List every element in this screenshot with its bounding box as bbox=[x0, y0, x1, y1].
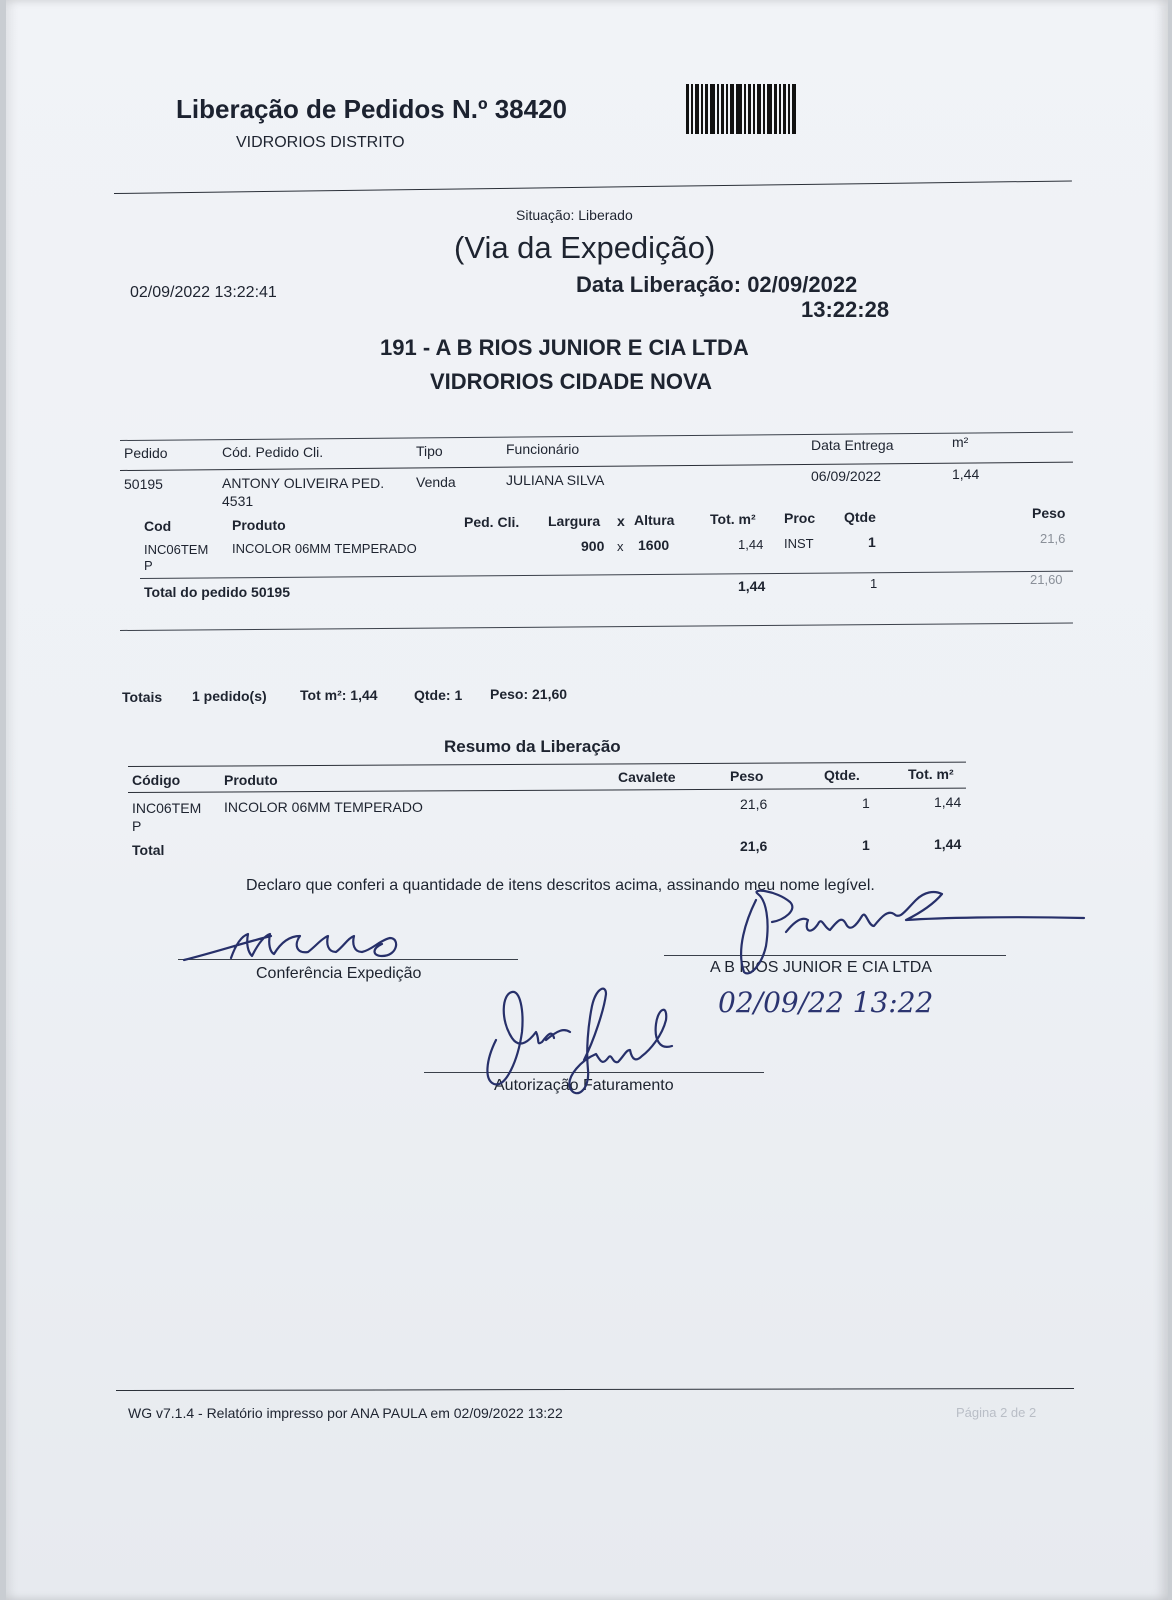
item-header-peso: Peso bbox=[1032, 505, 1066, 521]
totals-orders: 1 pedido(s) bbox=[192, 688, 267, 704]
order-delivery-date: 06/09/2022 bbox=[811, 468, 882, 484]
summary-header-tot-m2: Tot. m² bbox=[908, 766, 954, 782]
document-sheet bbox=[6, 0, 1168, 1600]
client-name: 191 - A B RIOS JUNIOR E CIA LTDA bbox=[380, 335, 749, 360]
order-m2: 1,44 bbox=[952, 466, 980, 482]
handwritten-date-time: 02/09/22 13:22 bbox=[718, 986, 934, 1019]
item-total-rule bbox=[140, 571, 1073, 579]
order-type: Venda bbox=[416, 474, 456, 490]
document-title: Liberação de Pedidos N.º 38420 bbox=[176, 94, 567, 124]
item-code-cont: P bbox=[144, 558, 153, 573]
order-employee: JULIANA SILVA bbox=[506, 472, 605, 488]
summary-code-cont: P bbox=[132, 818, 142, 834]
signature-company-drawing bbox=[706, 880, 1086, 980]
item-x: x bbox=[617, 539, 624, 554]
col-header-data-entrega: Data Entrega bbox=[811, 437, 894, 453]
item-header-ped-cli: Ped. Cli. bbox=[464, 514, 520, 530]
item-qty: 1 bbox=[868, 534, 876, 550]
release-date: 02/09/2022 bbox=[747, 272, 858, 297]
order-total-m2: 1,44 bbox=[738, 578, 766, 594]
col-header-funcionario: Funcionário bbox=[506, 441, 580, 457]
summary-header-peso: Peso bbox=[730, 768, 764, 784]
col-header-tipo: Tipo bbox=[416, 443, 443, 459]
totals-weight: Peso: 21,60 bbox=[490, 686, 568, 702]
summary-qty: 1 bbox=[862, 795, 870, 811]
order-table-top-rule bbox=[120, 432, 1073, 441]
summary-total-qty: 1 bbox=[862, 837, 870, 853]
order-client-code-cont: 4531 bbox=[222, 493, 254, 509]
issuer-name: VIDRORIOS DISTRITO bbox=[236, 134, 405, 151]
item-header-proc: Proc bbox=[784, 510, 816, 526]
summary-header-rule bbox=[128, 788, 966, 793]
col-header-cod-pedido-cli: Cód. Pedido Cli. bbox=[222, 444, 324, 460]
summary-header-codigo: Código bbox=[132, 772, 181, 788]
barcode bbox=[686, 84, 854, 134]
footer-page-number: Página 2 de 2 bbox=[956, 1405, 1037, 1420]
release-label: Data Liberação: bbox=[576, 272, 742, 297]
summary-total-label: Total bbox=[132, 842, 165, 858]
item-width: 900 bbox=[581, 538, 605, 554]
signature-label-autorizacao: Autorização Faturamento bbox=[494, 1077, 674, 1094]
release-time: 13:22:28 bbox=[801, 297, 890, 322]
client-branch: VIDRORIOS CIDADE NOVA bbox=[430, 369, 712, 394]
summary-header-produto: Produto bbox=[224, 772, 278, 788]
declaration-text: Declaro que conferi a quantidade de itens descritos acima, assinando meu nome legível. bbox=[246, 877, 875, 894]
order-header-rule bbox=[120, 462, 1073, 471]
summary-m2: 1,44 bbox=[934, 794, 962, 810]
summary-title: Resumo da Liberação bbox=[444, 737, 621, 756]
printed-datetime: 02/09/2022 13:22:41 bbox=[130, 284, 277, 301]
signature-conferencia-drawing bbox=[176, 922, 416, 972]
order-total-weight: 21,60 bbox=[1030, 572, 1063, 587]
totals-label: Totais bbox=[122, 689, 163, 705]
order-total-label: Total do pedido 50195 bbox=[144, 584, 290, 600]
item-product: INCOLOR 06MM TEMPERADO bbox=[232, 541, 417, 556]
item-header-cod: Cod bbox=[144, 518, 172, 534]
header-divider bbox=[114, 180, 1072, 194]
release-date-label bbox=[576, 272, 857, 298]
col-header-m2: m² bbox=[952, 434, 969, 450]
summary-total-weight: 21,6 bbox=[740, 838, 768, 854]
summary-total-m2: 1,44 bbox=[934, 836, 962, 852]
signature-label-company: A B RIOS JUNIOR E CIA LTDA bbox=[710, 959, 932, 976]
item-header-produto: Produto bbox=[232, 517, 286, 533]
footer-printed-by: WG v7.1.4 - Relatório impresso por ANA PAULA em 02/09/2022 13:22 bbox=[128, 1405, 563, 1421]
signature-label-conferencia: Conferência Expedição bbox=[256, 965, 422, 982]
item-header-x: x bbox=[617, 513, 625, 529]
order-table-bottom-rule bbox=[120, 623, 1073, 631]
summary-weight: 21,6 bbox=[740, 796, 768, 812]
item-header-qtde: Qtde bbox=[844, 509, 876, 525]
item-height: 1600 bbox=[638, 537, 670, 553]
summary-header-qtde: Qtde. bbox=[824, 767, 860, 783]
item-weight: 21,6 bbox=[1040, 531, 1066, 546]
footer-rule bbox=[116, 1388, 1074, 1391]
summary-header-cavalete: Cavalete bbox=[618, 769, 676, 785]
item-proc: INST bbox=[784, 536, 814, 551]
signature-autorizacao-drawing bbox=[466, 980, 686, 1110]
totals-m2: Tot m²: 1,44 bbox=[300, 687, 378, 703]
item-header-altura: Altura bbox=[634, 512, 675, 528]
copy-designation: (Via da Expedição) bbox=[454, 230, 716, 265]
order-total-qty: 1 bbox=[870, 576, 878, 591]
item-code: INC06TEM bbox=[144, 542, 209, 557]
order-number: 50195 bbox=[124, 476, 163, 492]
item-tot-m2: 1,44 bbox=[738, 537, 764, 552]
summary-code: INC06TEM bbox=[132, 800, 202, 816]
item-header-largura: Largura bbox=[548, 513, 601, 529]
situation-status: Situação: Liberado bbox=[516, 207, 633, 223]
summary-product: INCOLOR 06MM TEMPERADO bbox=[224, 799, 423, 815]
col-header-pedido: Pedido bbox=[124, 445, 168, 461]
item-header-tot-m2: Tot. m² bbox=[710, 511, 756, 527]
totals-qty: Qtde: 1 bbox=[414, 687, 463, 703]
order-client-code: ANTONY OLIVEIRA PED. bbox=[222, 475, 385, 491]
